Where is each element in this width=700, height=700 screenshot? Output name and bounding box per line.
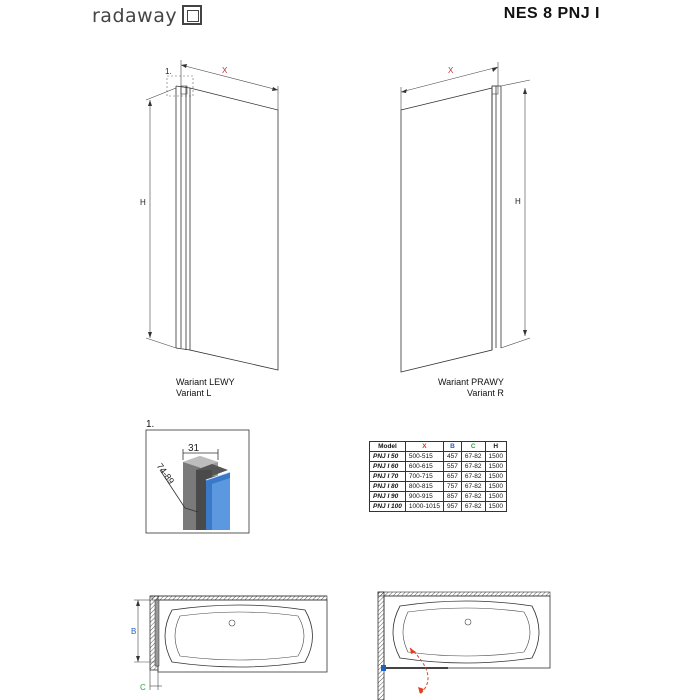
table-row	[370, 472, 507, 482]
variant-right-polish: Wariant PRAWY	[438, 377, 504, 387]
table-cell: PNJ I 60	[370, 462, 406, 472]
variant-left-english: Variant L	[176, 388, 212, 398]
table-row	[370, 452, 507, 462]
right-elevation	[401, 62, 530, 372]
table-cell: 700-715	[405, 472, 443, 482]
variant-right-english: Variant R	[466, 388, 504, 398]
table-cell: 457	[444, 452, 462, 462]
table-cell: PNJ I 50	[370, 452, 406, 462]
table-cell: 657	[444, 472, 462, 482]
table-cell: 757	[444, 482, 462, 492]
table-header-cell: B	[444, 442, 462, 452]
right-glass-panel	[401, 88, 492, 372]
table-cell: 500-515	[405, 452, 443, 462]
detail-callout-label: 1.	[165, 67, 172, 76]
left-height-label: H	[140, 198, 146, 207]
table-cell: 900-915	[405, 492, 443, 502]
table-row	[370, 492, 507, 502]
rotation-arrow-icon	[410, 648, 428, 694]
plan-b-label: B	[131, 627, 137, 636]
profile-detail	[146, 430, 249, 533]
table-cell: PNJ I 80	[370, 482, 406, 492]
table-cell: 1500	[485, 482, 506, 492]
table-cell: 1000-1015	[405, 502, 443, 512]
table-cell: 1500	[485, 452, 506, 462]
bathtub-left	[165, 605, 313, 667]
dimensions-table	[369, 441, 507, 512]
table-cell: 1500	[485, 472, 506, 482]
left-width-label: X	[222, 66, 228, 75]
table-cell: 1500	[485, 492, 506, 502]
plan-c-label: C	[140, 683, 146, 692]
table-cell: PNJ I 100	[370, 502, 406, 512]
table-cell: 67-82	[461, 492, 485, 502]
table-header-row	[370, 442, 507, 452]
table-cell: 800-815	[405, 482, 443, 492]
table-row	[370, 482, 507, 492]
plan-right	[378, 592, 550, 700]
table-header-cell: H	[485, 442, 506, 452]
table-cell: 67-82	[461, 452, 485, 462]
bathtub-right	[393, 601, 539, 663]
table-cell: 1500	[485, 502, 506, 512]
table-cell: PNJ I 70	[370, 472, 406, 482]
right-width-label: X	[448, 66, 454, 75]
table-header-cell: Model	[370, 442, 406, 452]
table-cell: 1500	[485, 462, 506, 472]
variant-left-caption	[176, 377, 235, 399]
table-cell: 557	[444, 462, 462, 472]
table-header-cell: X	[405, 442, 443, 452]
detail-number: 1.	[146, 419, 155, 430]
table-cell: 600-615	[405, 462, 443, 472]
right-height-label: H	[515, 197, 521, 206]
detail-callout-box	[167, 76, 193, 96]
table-cell: 957	[444, 502, 462, 512]
table-cell: 857	[444, 492, 462, 502]
variant-left-polish: Wariant LEWY	[176, 377, 235, 387]
plan-left	[131, 596, 327, 692]
table-cell: 67-82	[461, 462, 485, 472]
left-elevation	[140, 60, 278, 370]
product-title: NES 8 PNJ I	[503, 5, 600, 22]
brand-logo-text: radaway	[92, 5, 178, 27]
table-header-cell: C	[461, 442, 485, 452]
detail-range-label: 74-89	[154, 461, 177, 486]
table-row	[370, 462, 507, 472]
table-cell: 67-82	[461, 482, 485, 492]
table-row	[370, 502, 507, 512]
table-cell: PNJ I 90	[370, 492, 406, 502]
detail-depth-label: 31	[188, 443, 200, 454]
left-glass-panel	[190, 88, 278, 370]
table-cell: 67-82	[461, 472, 485, 482]
variant-right-caption	[438, 377, 504, 399]
table-cell: 67-82	[461, 502, 485, 512]
